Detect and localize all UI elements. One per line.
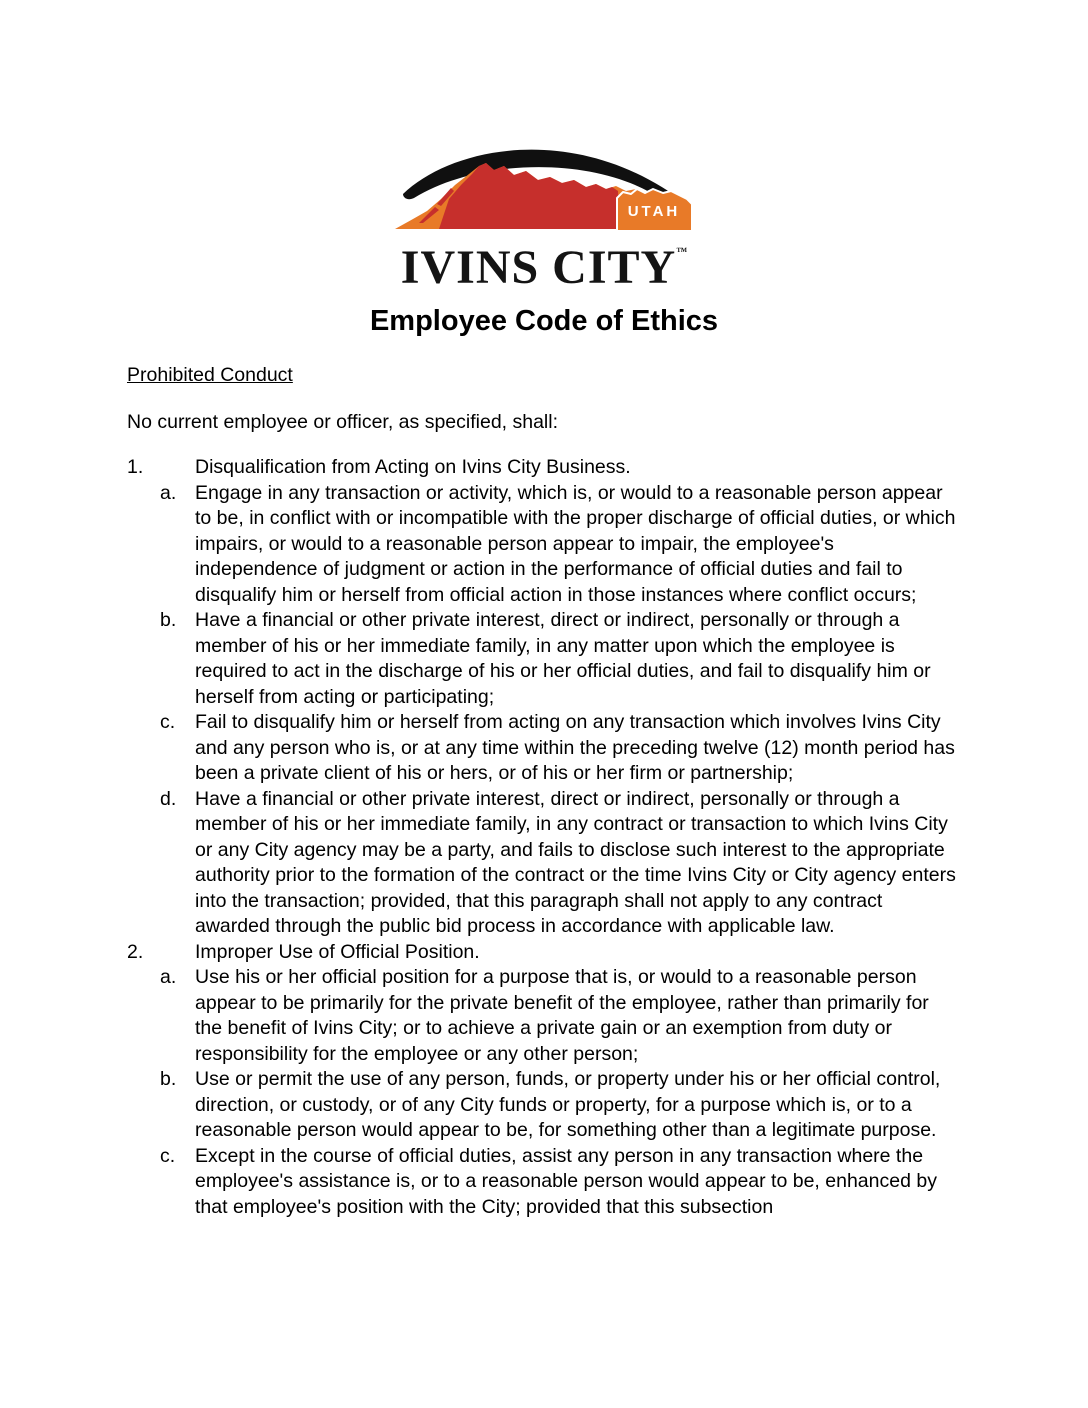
- logo-city-name-text: IVINS CITY: [400, 241, 677, 294]
- subitem-text: Use his or her official position for a purpose that is, or would to a reasonable person appear to be primarily for the private benefit of the employee, rather than primarily for the benefit of Ivins City; or to achieve a private gain or an exemption from duty or responsibility for the employee or any other person;: [195, 966, 929, 1065]
- subitem-text: Engage in any transaction or activity, which is, or would to a reasonable person appear to be, in conflict with or incompatible with the proper discharge of official duties, or which impairs, or would to a reasonable person appear to impair, the employee's independence of judgment or action in the performance of official duties and fail to disqualify him or herself from official action in those instances where conflict occurs;: [195, 481, 956, 606]
- subitem-text: Have a financial or other private interest, direct or indirect, personally or through a member of his or her immediate family, in any contract or transaction to which Ivins City or any City agency may be a party, and fails to disclose such interest to the appropriate authority prior to the formation of the contract or the time Ivins City or City agency enters into the transaction; provided, that this paragraph shall not apply to any contract awarded through the public bid process in accordance with applicable law.: [195, 787, 956, 937]
- item-number: 1.: [127, 456, 144, 478]
- subitem-letter: c.: [160, 1144, 176, 1167]
- intro-paragraph: No current employee or officer, as specified, shall:: [127, 410, 559, 433]
- list-item: [127, 940, 961, 966]
- subitem-text: Have a financial or other private interest, direct or indirect, personally or through a member of his or her immediate family, in any matter upon which the employee is required to act in the discharge of his or her official duties, and fail to disqualify him or herself from acting or participating;: [195, 609, 931, 708]
- subitem-text: Fail to disqualify him or herself from acting on any transaction which involves Ivins City and any person who is, or at any time within the preceding twelve (12) month period has been a private client of his or hers, or of his or her firm or partnership;: [195, 711, 955, 784]
- subitem-text: Except in the course of official duties, assist any person in any transaction where the employee's assistance is, or to a reasonable person would appear to be, enhanced by that employee's position with the City; provided that this subsection: [195, 1144, 937, 1218]
- logo-utah-label: UTAH: [627, 203, 681, 220]
- subitem-letter: b.: [160, 1068, 177, 1090]
- logo-city-name: [393, 230, 695, 294]
- section-heading: Prohibited Conduct: [127, 364, 293, 386]
- list-subitem: [127, 1067, 961, 1144]
- list-subitem: [127, 710, 961, 787]
- item-number: 2.: [127, 940, 144, 963]
- item-heading: Disqualification from Acting on Ivins City Business.: [195, 456, 631, 478]
- list-item: [127, 455, 961, 481]
- list-subitem: [127, 608, 961, 710]
- subitem-letter: d.: [160, 787, 177, 810]
- page-title: Employee Code of Ethics: [369, 305, 719, 337]
- trademark-symbol: ™: [676, 246, 688, 258]
- prohibited-conduct-list: [127, 455, 961, 1220]
- subitem-text: Use or permit the use of any person, funds, or property under his or her official control, direction, or custody, or of any City funds or property, for a purpose which is, or to a reasonable person would appear to be, for something other than a legitimate purpose.: [195, 1068, 941, 1141]
- list-subitem: [127, 965, 961, 1067]
- document-body: [127, 363, 961, 1220]
- subitem-letter: c.: [160, 711, 176, 733]
- subitem-letter: a.: [160, 966, 177, 988]
- list-subitem: [127, 1144, 961, 1221]
- subitem-letter: b.: [160, 609, 177, 631]
- subitem-letter: a.: [160, 481, 177, 504]
- item-heading: Improper Use of Official Position.: [195, 940, 480, 963]
- ivins-city-logo: [393, 136, 695, 294]
- list-subitem: [127, 787, 961, 940]
- list-subitem: [127, 481, 961, 609]
- ivins-city-logo-art: [393, 136, 695, 232]
